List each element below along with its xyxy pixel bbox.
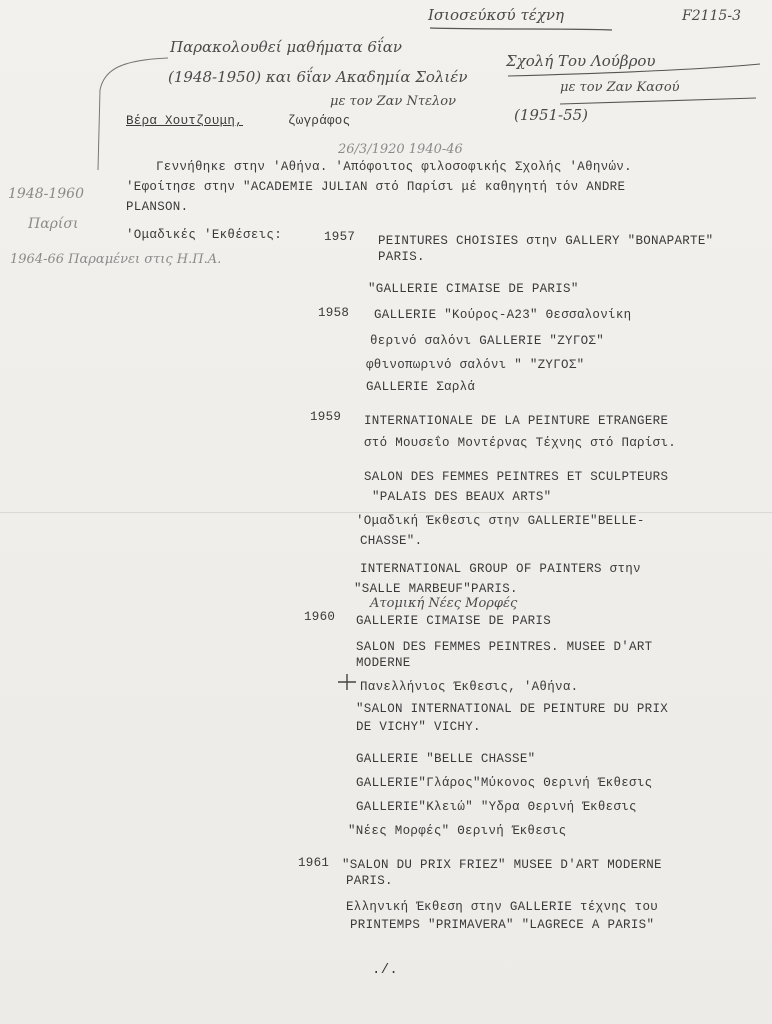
hw-margin-usa: 1964-66 Παραμένει στις Η.Π.Α. — [10, 252, 222, 267]
hw-line3-left: με τον Ζαν Ντελον — [330, 94, 456, 109]
underline-kasou — [560, 98, 756, 104]
bio-line-2: 'Εφοίτησε στην "ACADEMIE JULIAN στό Παρίσι μέ καθηγητή τόν ANDRE — [126, 180, 626, 194]
exhibition-line: Ελληνική Έκθεση στην GALLERIE τέχνης του — [346, 900, 659, 914]
exhibition-line: φθινοπωρινό σαλόνι " "ΖΥΓΟΣ" — [366, 358, 585, 372]
bio-line-3: PLANSON. — [126, 200, 189, 214]
exhibition-line: "GALLERIE CIMAISE DE PARIS" — [368, 282, 579, 296]
exhibition-line: CHASSE". — [360, 534, 423, 548]
exhibition-line: 'Ομαδική Έκθεσις στην GALLERIE"BELLE- — [356, 514, 645, 528]
bio-line-1: Γεννήθηκε στην 'Αθήνα. 'Απόφοιτος φιλοσοφικής Σχολής 'Αθηνών. — [156, 160, 632, 174]
year-1961: 1961 — [298, 856, 330, 870]
exhibition-line: "SALLE MARBEUF"PARIS. — [354, 582, 518, 596]
exhibition-line: GALLERIE Σαρλά — [366, 380, 476, 394]
hw-dates: 26/3/1920 1940-46 — [338, 142, 463, 157]
exhibition-line: GALLERIE"Κλειώ" "Υδρα Θερινή Έκθεσις — [356, 800, 637, 814]
exhibition-line: "SALON INTERNATIONAL DE PEINTURE DU PRIX — [356, 702, 669, 716]
exhibition-line: GALLERIE "Κούρος-Α23" Θεσσαλονίκη — [374, 308, 632, 322]
hw-page-ref: F2115-3 — [682, 8, 741, 24]
year-1958: 1958 — [318, 306, 350, 320]
exhibition-line: MODERNE — [356, 656, 411, 670]
exhibition-line: SALON DES FEMMES PEINTRES ET SCULPTEURS — [364, 470, 669, 484]
exhibition-line: GALLERIE "BELLE CHASSE" — [356, 752, 536, 766]
exhibition-line: GALLERIE CIMAISE DE PARIS — [356, 614, 552, 628]
artist-role: ζωγράφος — [288, 114, 351, 128]
hw-alone-new-forms: Ατομική Νέες Μορφές — [370, 596, 518, 611]
year-1959: 1959 — [310, 410, 342, 424]
hw-line3-right: (1951-55) — [514, 106, 589, 124]
hw-margin-city: Παρίσι — [28, 216, 79, 232]
exhibition-line: GALLERIE"Γλάρος"Μύκονος Θερινή Έκθεσις — [356, 776, 653, 790]
exhibition-line: SALON DES FEMMES PEINTRES. MUSEE D'ART — [356, 640, 653, 654]
year-1960: 1960 — [304, 610, 336, 624]
hw-line2-left: (1948-1950) και 6ΐαν Ακαδημία Σολιέν — [168, 68, 468, 86]
underline-top — [430, 28, 612, 30]
group-exhibitions-label: 'Ομαδικές 'Εκθέσεις: — [126, 228, 283, 242]
hw-top-center: Ισιοσεύκσύ τέχνη — [428, 6, 564, 24]
footer-mark: ./. — [372, 962, 399, 978]
exhibition-line: PARIS. — [346, 874, 393, 888]
exhibition-line: INTERNATIONAL GROUP OF PAINTERS στην — [360, 562, 641, 576]
hw-line1-right: Σχολή Του Λούβρου — [506, 52, 656, 70]
hw-margin-years: 1948-1960 — [8, 186, 84, 202]
exhibition-line: DE VICHY" VICHY. — [356, 720, 481, 734]
exhibition-line: PEINTURES CHOISIES στην GALLERY "BONAPARTE" — [378, 234, 714, 248]
exhibition-line: "PALAIS DES BEAUX ARTS" — [372, 490, 552, 504]
exhibition-line: INTERNATIONALE DE LA PEINTURE ETRANGERE — [364, 414, 669, 428]
exhibition-line: θερινό σαλόνι GALLERIE "ΖΥΓΟΣ" — [370, 334, 605, 348]
artist-name: Βέρα Χουτζουμη, — [126, 114, 244, 128]
exhibition-line: PARIS. — [378, 250, 425, 264]
exhibition-line: "SALON DU PRIX FRIEZ" MUSEE D'ART MODERNE — [342, 858, 662, 872]
plus-mark — [338, 674, 356, 690]
year-1957: 1957 — [324, 230, 356, 244]
hw-line1-left: Παρακολουθεί μαθήματα 6ΐαν — [170, 38, 403, 56]
exhibition-line: PRINTEMPS "PRIMAVERA" "LAGRECE A PARIS" — [350, 918, 655, 932]
exhibition-line: Πανελλήνιος Έκθεσις, 'Αθήνα. — [360, 680, 579, 694]
exhibition-line: "Νέες Μορφές" Θερινή Έκθεσις — [348, 824, 567, 838]
exhibition-line: στό Μουσεΐο Μοντέρνας Τέχνης στό Παρίσι. — [364, 436, 677, 450]
hw-line2-right: με τον Ζαν Κασού — [560, 80, 680, 95]
